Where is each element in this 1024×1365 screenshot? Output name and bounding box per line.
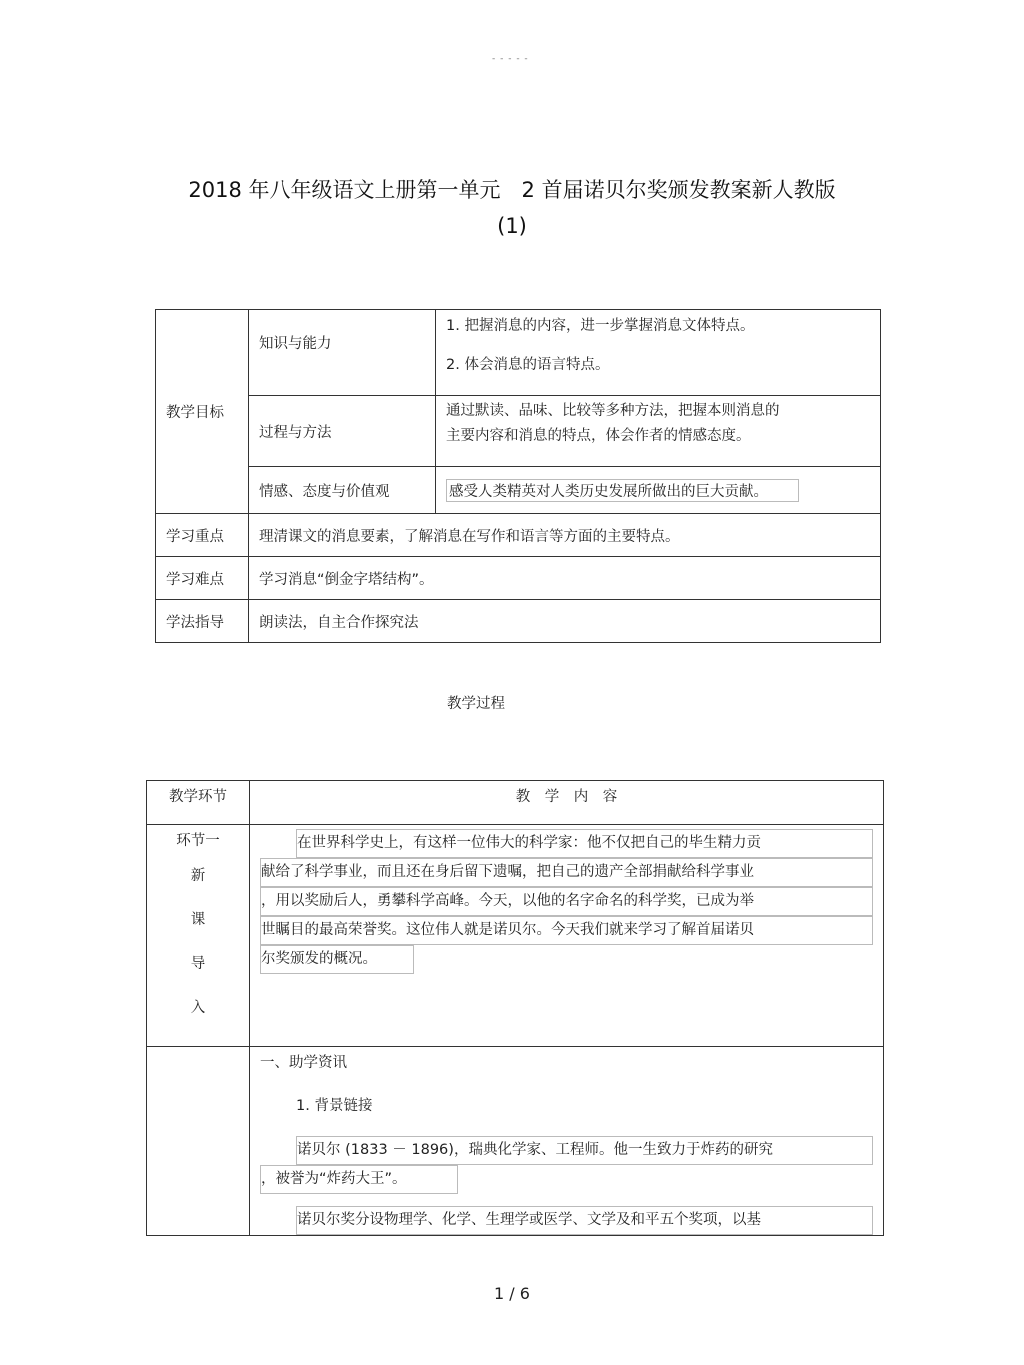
intro-line-1: 在世界科学史上，有这样一位伟大的科学家：他不仅把自己的毕生精力贡 [296, 829, 873, 858]
page-number: 1 / 6 [494, 1284, 530, 1303]
stage1-title [157, 854, 239, 1030]
header-mark: - - - - - [492, 54, 529, 64]
method-text: 朗读法，自主合作探究法 [249, 600, 881, 643]
col-content-header: 教 学 内 容 [250, 781, 884, 825]
stage2-heading: 一、助学资讯 [260, 1055, 347, 1071]
goals-label: 教学目标 [156, 310, 249, 514]
intro-line-5: 尔奖颁发的概况。 [260, 945, 414, 974]
title-line-2: (1) [497, 214, 527, 238]
stage1-content [250, 825, 884, 1047]
process-method-label: 过程与方法 [249, 396, 436, 467]
title-line-1: 2018 年八年级语文上册第一单元 2 首届诺贝尔奖颁发教案新人教版 [188, 178, 836, 202]
knowledge-item-2: 2. 体会消息的语言特点。 [446, 357, 610, 373]
background-line-2: ，被誉为“炸药大王”。 [260, 1165, 458, 1194]
key-point-label: 学习重点 [156, 514, 249, 557]
process-method-line-1: 通过默读、品味、比较等多种方法，把握本则消息的 [446, 403, 780, 419]
document-title [150, 172, 874, 244]
intro-line-4: 世瞩目的最高荣誉奖。这位伟人就是诺贝尔。今天我们就来学习了解首届诺贝 [260, 916, 873, 945]
stage1-char-4: 入 [190, 1000, 206, 1016]
stage1-char-3: 导 [190, 956, 206, 972]
emotion-label: 情感、态度与价值观 [249, 467, 436, 514]
knowledge-cell [436, 310, 881, 396]
difficulty-text: 学习消息“倒金字塔结构”。 [249, 557, 881, 600]
section-title: 教学过程 [447, 696, 505, 712]
knowledge-item-1: 1. 把握消息的内容，进一步掌握消息文体特点。 [446, 318, 755, 334]
teaching-goals-table [155, 309, 881, 643]
intro-line-2: 献给了科学事业，而且还在身后留下遗嘱，把自己的遗产全部捐献给科学事业 [260, 858, 873, 887]
stage1-char-1: 新 [190, 868, 206, 884]
difficulty-label: 学习难点 [156, 557, 249, 600]
key-point-text: 理清课文的消息要素，了解消息在写作和语言等方面的主要特点。 [249, 514, 881, 557]
stage2-subheading: 1. 背景链接 [296, 1098, 373, 1114]
stage2-label-cell [147, 1047, 250, 1236]
stage2-content [250, 1047, 884, 1236]
emotion-cell [436, 467, 881, 514]
knowledge-label: 知识与能力 [249, 310, 436, 396]
process-method-cell [436, 396, 881, 467]
col-stage-header: 教学环节 [147, 781, 250, 825]
stage1-char-2: 课 [190, 912, 206, 928]
stage1-label: 环节一 [176, 833, 220, 849]
method-label: 学法指导 [156, 600, 249, 643]
emotion-text: 感受人类精英对人类历史发展所做出的巨大贡献。 [446, 479, 799, 502]
stage1-cell [147, 825, 250, 1047]
process-method-line-2: 主要内容和消息的特点，体会作者的情感态度。 [446, 428, 751, 444]
background-line-1: 诺贝尔 (1833 － 1896)，瑞典化学家、工程师。他一生致力于炸药的研究 [296, 1136, 873, 1165]
background-line-3: 诺贝尔奖分设物理学、化学、生理学或医学、文学及和平五个奖项，以基 [296, 1206, 873, 1235]
intro-line-3: ，用以奖励后人，勇攀科学高峰。今天，以他的名字命名的科学奖，已成为举 [260, 887, 873, 916]
teaching-process-table [146, 780, 884, 1236]
